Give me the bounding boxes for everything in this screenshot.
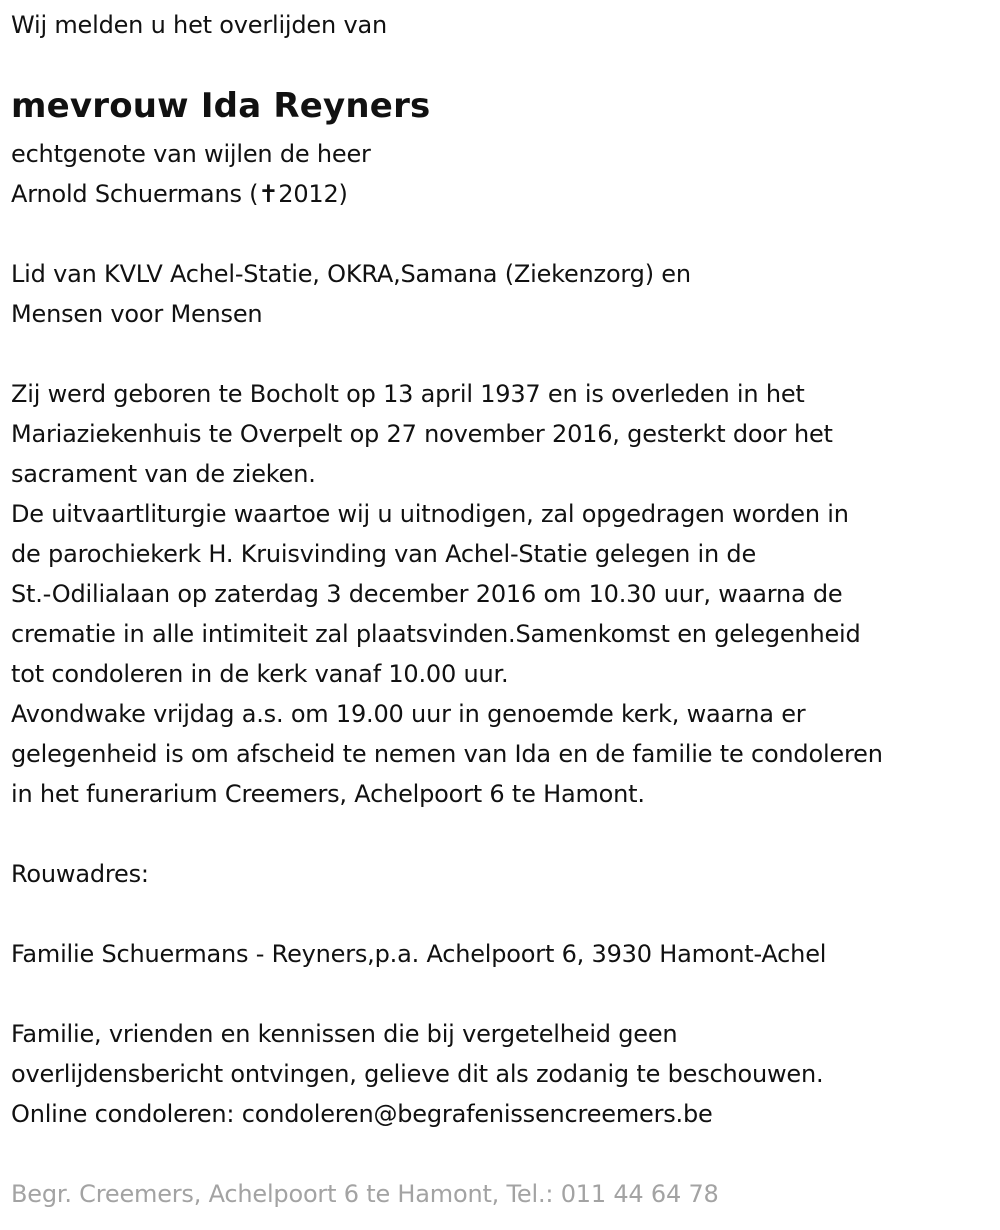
details-line: de parochiekerk H. Kruisvinding van Achel-Statie gelegen in de bbox=[11, 540, 757, 568]
online-condolence-line: Online condoleren: condoleren@begrafenissencreemers.be bbox=[11, 1100, 713, 1128]
details-line: in het funerarium Creemers, Achelpoort 6 te Hamont. bbox=[11, 780, 645, 808]
details-line: tot condoleren in de kerk vanaf 10.00 uur. bbox=[11, 660, 509, 688]
funeral-home-footer: Begr. Creemers, Achelpoort 6 te Hamont, Tel.: 011 44 64 78 bbox=[11, 1180, 719, 1208]
details-line: Avondwake vrijdag a.s. om 19.00 uur in genoemde kerk, waarna er bbox=[11, 700, 806, 728]
details-line: gelegenheid is om afscheid te nemen van Ida en de familie te condoleren bbox=[11, 740, 883, 768]
details-line: De uitvaartliturgie waartoe wij u uitnodigen, zal opgedragen worden in bbox=[11, 500, 849, 528]
mourning-address: Familie Schuermans - Reyners,p.a. Achelpoort 6, 3930 Hamont-Achel bbox=[11, 940, 827, 968]
details-line: crematie in alle intimiteit zal plaatsvinden.Samenkomst en gelegenheid bbox=[11, 620, 861, 648]
spouse-line-2: Arnold Schuermans (✝2012) bbox=[11, 180, 348, 208]
details-line: sacrament van de zieken. bbox=[11, 460, 316, 488]
details-line: Mariaziekenhuis te Overpelt op 27 november 2016, gesterkt door het bbox=[11, 420, 833, 448]
closing-line: overlijdensbericht ontvingen, gelieve dit als zodanig te beschouwen. bbox=[11, 1060, 824, 1088]
intro-text: Wij melden u het overlijden van bbox=[11, 11, 387, 39]
deceased-name: mevrouw Ida Reyners bbox=[11, 86, 431, 126]
closing-line: Familie, vrienden en kennissen die bij vergetelheid geen bbox=[11, 1020, 678, 1048]
membership-line-2: Mensen voor Mensen bbox=[11, 300, 263, 328]
details-line: St.-Odilialaan op zaterdag 3 december 2016 om 10.30 uur, waarna de bbox=[11, 580, 843, 608]
membership-line-1: Lid van KVLV Achel-Statie, OKRA,Samana (Ziekenzorg) en bbox=[11, 260, 691, 288]
spouse-line-1: echtgenote van wijlen de heer bbox=[11, 140, 371, 168]
mourning-address-label: Rouwadres: bbox=[11, 860, 149, 888]
details-line: Zij werd geboren te Bocholt op 13 april 1937 en is overleden in het bbox=[11, 380, 805, 408]
